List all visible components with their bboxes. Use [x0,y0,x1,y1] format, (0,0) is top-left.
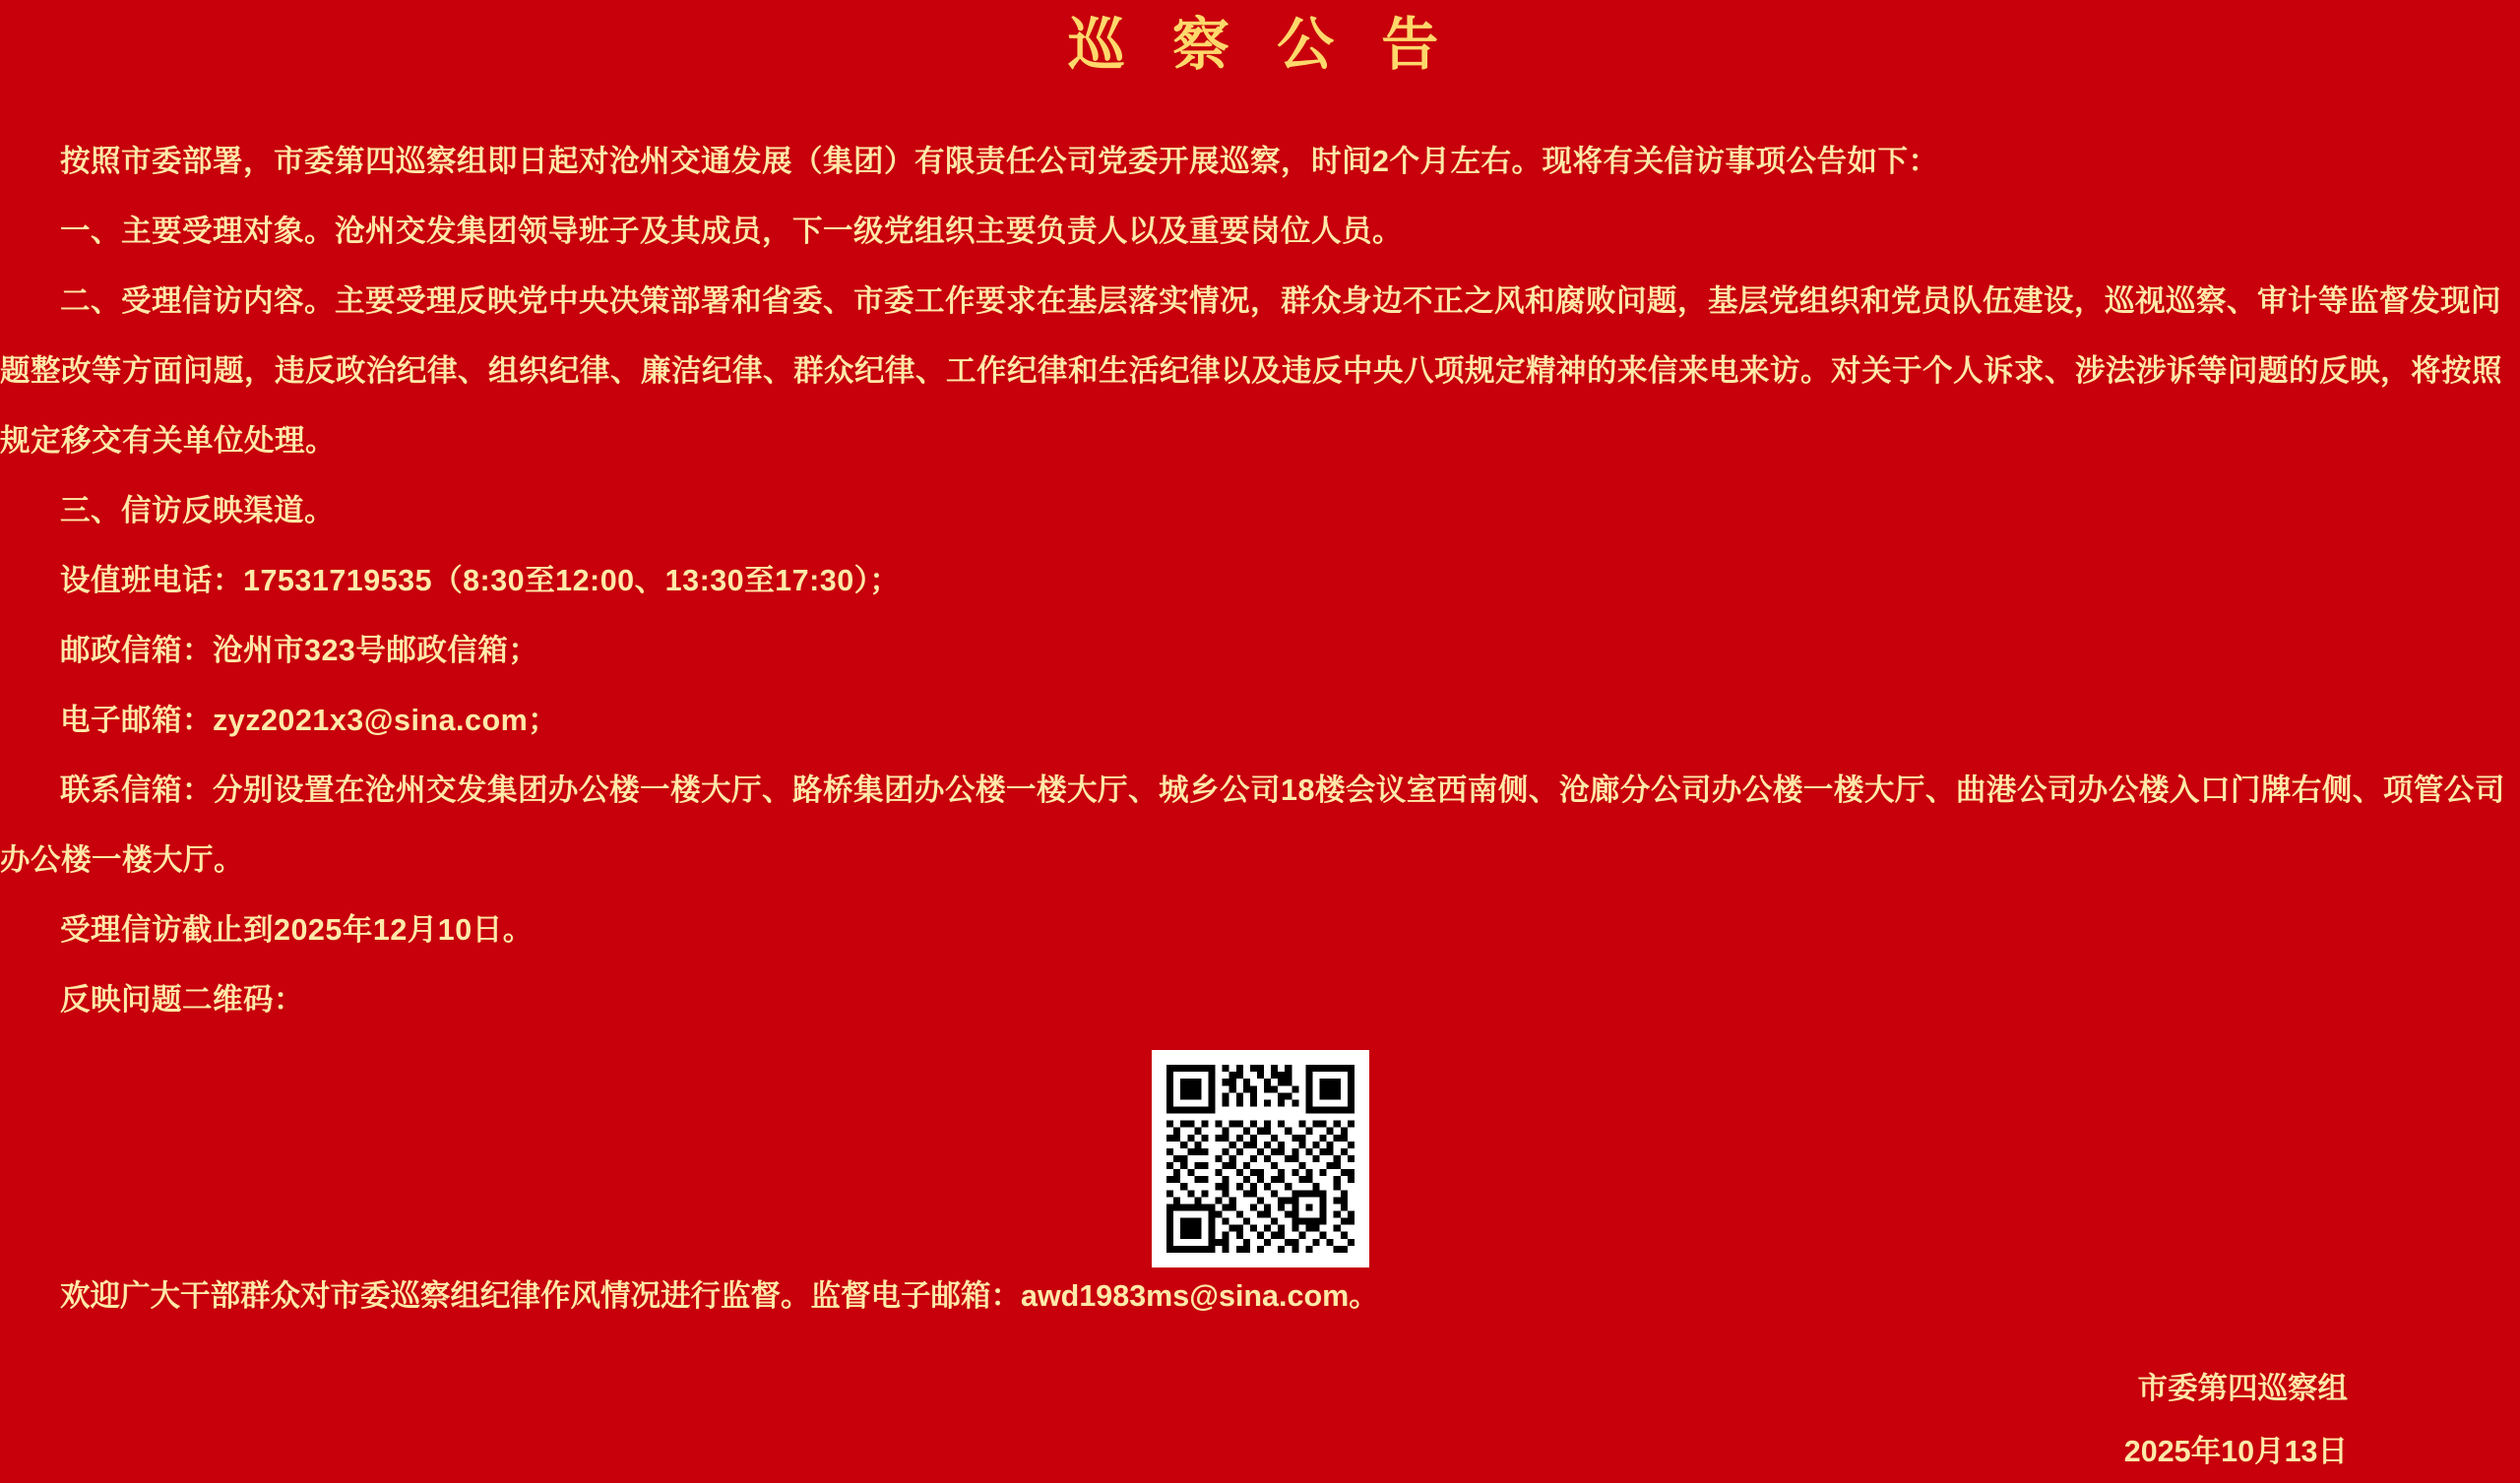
signature-block [0,1357,2520,1483]
channel-email: 电子邮箱：zyz2021x3@sina.com； [60,704,559,738]
channel-qr-label: 反映问题二维码： [60,983,304,1018]
qr-code-container [0,1053,2520,1265]
paragraph-channels-heading: 三、信访反映渠道。 [60,494,335,528]
paragraph-content: 二、受理信访内容。主要受理反映党中央决策部署和省委、市委工作要求在基层落实情况，群众身边不正之风和腐败问题，基层党组织和党员队伍建设，巡视巡察、审计等监督发现问题整改等方面问题，违反政治纪律、组织纪律、廉洁纪律、群众纪律、工作纪律和生活纪律以及违反中央八项规定精神的来信来电来访。对关于个人诉求、涉法涉诉等问题的反映，将按照规定移交有关单位处理。 [0,284,2502,459]
qr-code-image [1152,1050,1369,1267]
paragraph-intro: 按照市委部署，市委第四巡察组即日起对沧州交通发展（集团）有限责任公司党委开展巡察，时间2个月左右。现将有关信访事项公告如下： [60,145,1939,179]
channel-deadline: 受理信访截止到2025年12月10日。 [60,913,534,948]
announcement-body [0,127,2520,1035]
signature-date: 2025年10月13日 [2123,1435,2348,1469]
paragraph-scope: 一、主要受理对象。沧州交发集团领导班子及其成员，下一级党组织主要负责人以及重要岗位人员。 [60,215,1403,249]
channel-letter-boxes: 联系信箱：分别设置在沧州交发集团办公楼一楼大厅、路桥集团办公楼一楼大厅、城乡公司18楼会议室西南侧、沧廊分公司办公楼一楼大厅、曲港公司办公楼入口门牌右侧、项管公司办公楼一楼大厅。 [0,773,2505,878]
supervision-notice: 欢迎广大干部群众对市委巡察组纪律作风情况进行监督。监督电子邮箱：awd1983ms@sina.com。 [60,1279,1379,1314]
channel-postal-box: 邮政信箱：沧州市323号邮政信箱； [60,634,539,668]
channel-phone: 设值班电话：17531719535（8:30至12:00、13:30至17:30）； [60,564,901,598]
signature-organization: 市委第四巡察组 [2137,1372,2348,1406]
page-title: 巡 察 公 告 [1067,11,1453,78]
